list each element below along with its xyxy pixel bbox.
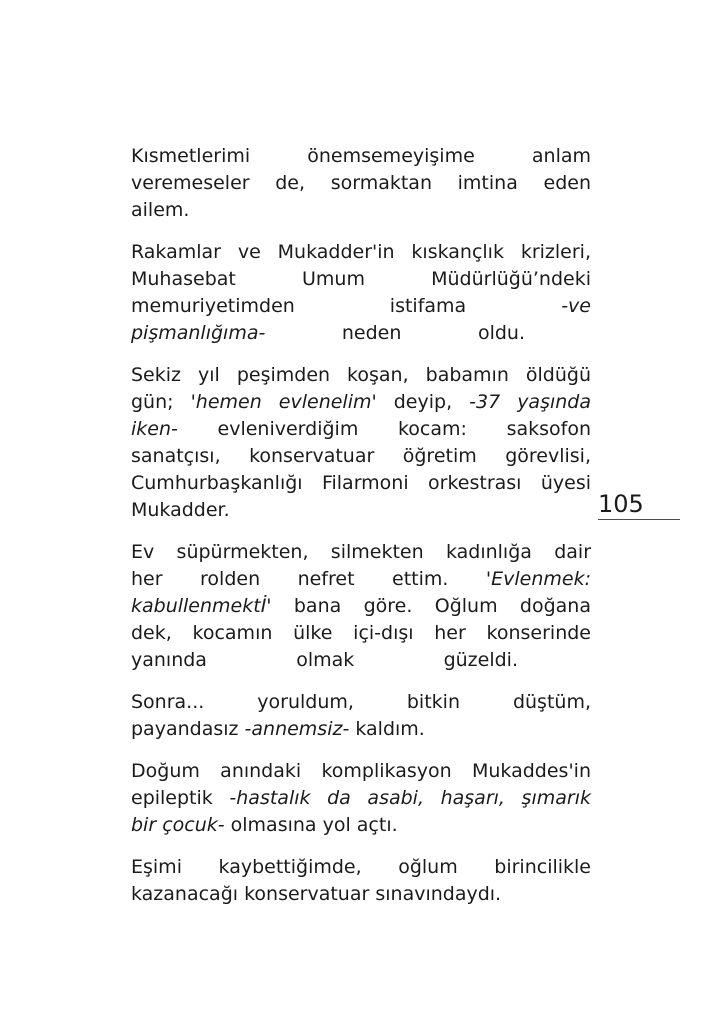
text-run: payandasız [131, 718, 245, 740]
text-run: epileptik [131, 787, 230, 809]
italic-text-run: -ve [561, 295, 591, 317]
paragraph [131, 758, 591, 839]
text-line [131, 647, 518, 674]
page-number: 105 [598, 490, 644, 518]
italic-text-run: kabullenmektİ [131, 595, 267, 617]
text-line [131, 320, 525, 347]
page-text-column [131, 143, 591, 923]
text-run: kaldım. [349, 718, 425, 740]
text-line [131, 389, 591, 416]
paragraph [131, 143, 591, 224]
text-run: Eşimi kaybettiğimde, oğlum birincilikle [131, 856, 591, 878]
text-run: ' bana göre. Oğlum doğana [266, 595, 591, 617]
text-line [131, 566, 591, 593]
italic-text-run: -annemsiz- [244, 718, 350, 740]
text-run: memuriyetimden istifama [131, 295, 562, 317]
text-line [131, 620, 591, 647]
text-run: gün; ' [131, 391, 196, 413]
text-line [131, 293, 591, 320]
text-run: veremeseler de, sormaktan imtina eden [131, 172, 591, 194]
italic-text-run: hemen evlenelim [195, 391, 372, 413]
text-run: neden oldu. [265, 322, 525, 344]
text-run: Doğum anındaki komplikasyon Mukaddes'in [131, 760, 591, 782]
text-line [131, 239, 591, 266]
text-line [131, 443, 591, 470]
text-line [131, 854, 591, 881]
text-run: kazanacağı konservatuar sınavındaydı. [131, 883, 502, 905]
text-run: sanatçısı, konservatuar öğretim görevlisi, [131, 445, 591, 467]
paragraph [131, 239, 591, 347]
text-run: dek, kocamın ülke içi-dışı her konserinde [131, 622, 591, 644]
text-line [131, 716, 591, 743]
text-run: evleniverdiğim kocam: saksofon [177, 418, 591, 440]
text-run: Sonra... yoruldum, bitkin düştüm, [131, 691, 591, 713]
text-run: Ev süpürmekten, silmekten kadınlığa dair [131, 541, 591, 563]
page-number-block [598, 491, 680, 520]
italic-text-run: -hastalık da asabi, haşarı, şımarık [229, 787, 591, 809]
italic-text-run: pişmanlığıma- [131, 322, 266, 344]
text-run: Cumhurbaşkanlığı Filarmoni orkestrası üyesi [131, 472, 591, 494]
italic-text-run: iken- [131, 418, 178, 440]
text-run: ' deyip, [371, 391, 470, 413]
text-line [131, 758, 591, 785]
text-line [131, 362, 591, 389]
text-line [131, 266, 591, 293]
text-line [131, 812, 591, 839]
paragraph [131, 539, 591, 674]
text-line [131, 470, 591, 497]
italic-text-run: -37 yaşında [469, 391, 592, 413]
text-run: Kısmetlerimi önemsemeyişime anlam [131, 145, 591, 167]
text-line [131, 539, 591, 566]
text-line [131, 785, 591, 812]
text-line [131, 689, 591, 716]
text-run: her rolden nefret ettim. ' [131, 568, 492, 590]
text-run: Muhasebat Umum Müdürlüğü’ndeki [131, 268, 591, 290]
text-line [131, 881, 591, 908]
text-line [131, 170, 591, 197]
paragraph [131, 362, 591, 524]
text-run: ailem. [131, 199, 190, 221]
text-run: Mukadder. [131, 499, 230, 521]
text-run: Rakamlar ve Mukadder'in kıskançlık krizleri, [131, 241, 591, 263]
text-line [131, 197, 591, 224]
text-run: olmasına yol açtı. [224, 814, 398, 836]
italic-text-run: bir çocuk- [131, 814, 225, 836]
text-run: yanında olmak güzeldi. [131, 649, 518, 671]
paragraph [131, 689, 591, 743]
text-line [131, 416, 591, 443]
italic-text-run: Evlenmek: [491, 568, 591, 590]
paragraph [131, 854, 591, 908]
text-line [131, 593, 591, 620]
text-line [131, 143, 591, 170]
text-run: Sekiz yıl peşimden koşan, babamın öldüğü [131, 364, 591, 386]
text-line [131, 497, 591, 524]
